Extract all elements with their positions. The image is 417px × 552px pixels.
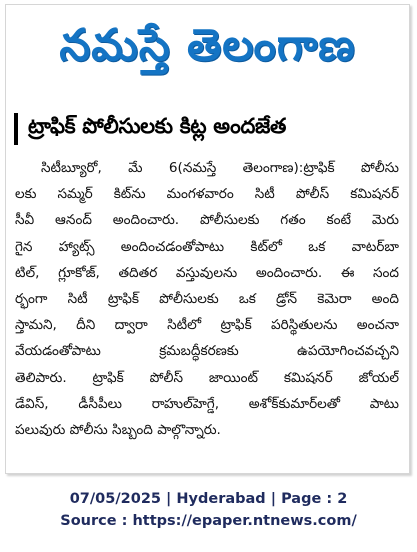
article-line: పలువురు పోలీసు సిబ్బంది పాల్గొన్నారు.: [15, 421, 221, 438]
article-body: [15, 155, 399, 443]
article-line: సిటీబ్యూరో, మే 6(నమస్తే తెలంగాణ):ట్రాఫిక్ పోలీసు: [41, 160, 399, 176]
article-line: సీవీ ఆనంద్ అందించారు. పోలీసులకు గతం కంటే మెరు: [15, 212, 399, 229]
newspaper-clipping: [5, 4, 410, 474]
footer-dateline: 07/05/2025 | Hyderabad | Page : 2: [69, 491, 348, 507]
article-line: తెలిపారు. ట్రాఫిక్ పోలీస్ జాయింట్ కమిషనర్ జోయల్: [15, 369, 399, 386]
article-headline: ట్రాఫిక్ పోలీసులకు కిట్ల అందజేత: [28, 114, 287, 138]
footer-source: Source : https://epaper.ntnews.com/: [60, 513, 357, 529]
clipping-footer: [0, 488, 417, 532]
article-line: స్తామని, దీని ద్వారా సిటీలో ట్రాఫిక్ పరిస్థితులను అంచనా: [15, 317, 399, 334]
article-line: టిల్, గ్లూకోజ్, తదితర వస్తువులను అందించారు. ఈ సంద: [15, 264, 399, 281]
article-line: గైన హ్యాట్స్ అందించడంతోపాటు కిట్‌లో ఒక వాటర్‌బా: [15, 238, 399, 255]
headline-accent-bar: [14, 113, 18, 145]
article-line: డేవిస్, డీసీపీలు రాహుల్‌హెగ్డే, అశోక్‌కుమార్‌లతో పాటు: [15, 395, 399, 412]
article-line: లకు సమ్మర్ కిట్‌ను మంగళవారం సిటీ పోలీస్ కమిషనర్: [15, 186, 399, 203]
article-line: ర్భంగా సిటీ ట్రాఫిక్ పోలీసులకు ఒక డ్రోన్ కెమెరా అంది: [15, 290, 399, 307]
article-line: వేయడంతోపాటు క్రమబద్ధీకరణకు ఉపయోగించవచ్చని: [15, 343, 399, 360]
newspaper-masthead: నమస్తే తెలంగాణ: [59, 20, 356, 71]
headline-block: [14, 109, 398, 149]
